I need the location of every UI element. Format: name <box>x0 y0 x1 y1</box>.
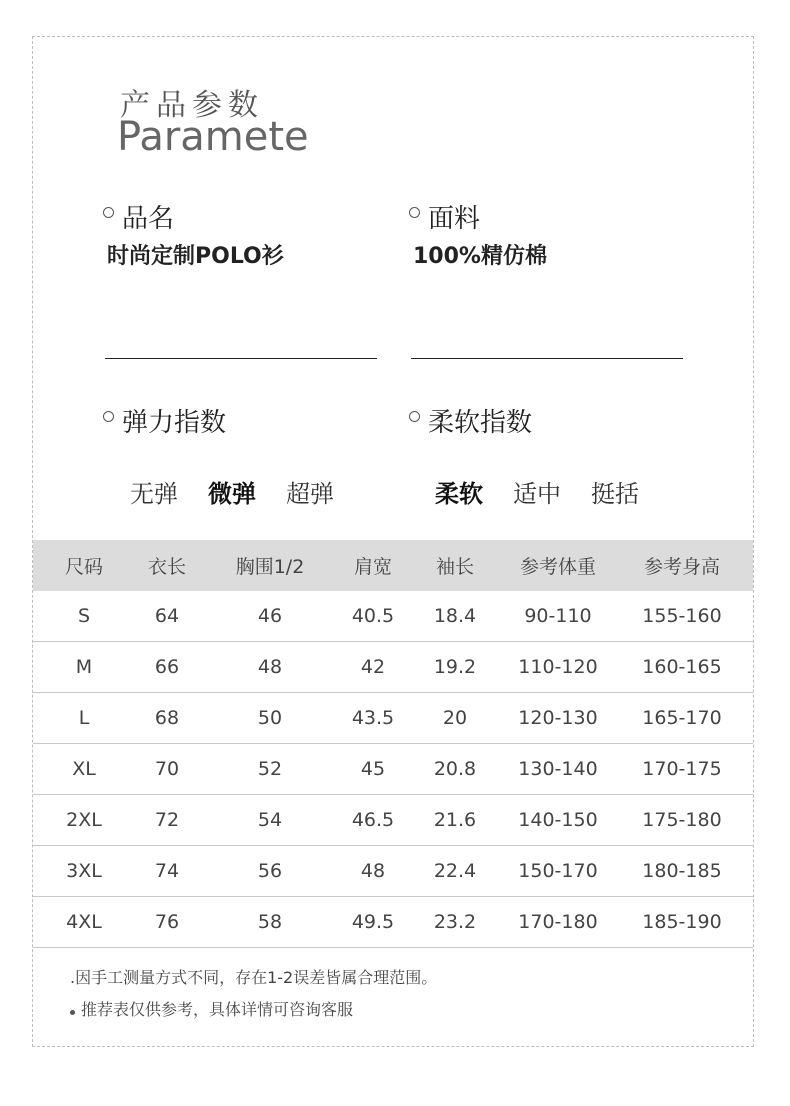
table-row <box>33 693 753 744</box>
table-row <box>33 897 753 948</box>
column-header: 参考身高 <box>611 540 753 591</box>
column-header: 衣长 <box>135 540 199 591</box>
table-cell: XL <box>33 744 135 795</box>
table-cell: 70 <box>135 744 199 795</box>
column-header: 尺码 <box>33 540 135 591</box>
bullet-dot-icon <box>70 1010 75 1015</box>
title-english: Paramete <box>117 114 309 160</box>
column-header: 袖长 <box>405 540 505 591</box>
size-table <box>33 540 753 948</box>
table-cell: L <box>33 693 135 744</box>
softness-option: 挺括 <box>591 480 639 508</box>
table-row <box>33 846 753 897</box>
circle-bullet-icon <box>409 207 420 218</box>
table-cell: 180-185 <box>611 846 753 897</box>
table-cell: 50 <box>199 693 341 744</box>
table-cell: S <box>33 591 135 642</box>
table-cell: 120-130 <box>505 693 611 744</box>
note-reference-text: 推荐表仅供参考，具体详情可咨询客服 <box>81 1000 354 1019</box>
table-row <box>33 744 753 795</box>
notes <box>70 962 437 1026</box>
column-header: 参考体重 <box>505 540 611 591</box>
table-cell: 155-160 <box>611 591 753 642</box>
param-label: 弹力指数 <box>122 408 227 438</box>
param-label: 柔软指数 <box>428 408 533 438</box>
table-cell: 2XL <box>33 795 135 846</box>
table-cell: 20.8 <box>405 744 505 795</box>
table-cell: 66 <box>135 642 199 693</box>
softness-option-selected: 柔软 <box>435 480 483 508</box>
table-cell: 74 <box>135 846 199 897</box>
param-value: 时尚定制POLO衫 <box>107 244 284 269</box>
table-cell: 68 <box>135 693 199 744</box>
table-cell: 72 <box>135 795 199 846</box>
divider-right <box>411 358 683 359</box>
table-cell: 56 <box>199 846 341 897</box>
elasticity-option-selected: 微弹 <box>208 480 256 508</box>
table-cell: 64 <box>135 591 199 642</box>
table-cell: 52 <box>199 744 341 795</box>
table-cell: 46 <box>199 591 341 642</box>
table-cell: 160-165 <box>611 642 753 693</box>
table-header-row <box>33 540 753 591</box>
table-cell: 48 <box>199 642 341 693</box>
circle-bullet-icon <box>103 207 114 218</box>
param-label: 品名 <box>122 204 175 234</box>
table-cell: 18.4 <box>405 591 505 642</box>
table-row <box>33 591 753 642</box>
table-row <box>33 795 753 846</box>
table-cell: 46.5 <box>341 795 405 846</box>
table-cell: 130-140 <box>505 744 611 795</box>
elasticity-scale <box>130 474 334 509</box>
table-cell: 54 <box>199 795 341 846</box>
elasticity-option: 无弹 <box>130 480 178 508</box>
table-cell: 49.5 <box>341 897 405 948</box>
param-elasticity <box>103 402 226 439</box>
table-cell: 43.5 <box>341 693 405 744</box>
table-cell: M <box>33 642 135 693</box>
circle-bullet-icon <box>409 411 420 422</box>
table-cell: 23.2 <box>405 897 505 948</box>
table-cell: 48 <box>341 846 405 897</box>
note-measurement: .因手工测量方式不同，存在1-2误差皆属合理范围。 <box>70 968 438 987</box>
elasticity-option: 超弹 <box>286 480 334 508</box>
table-cell: 4XL <box>33 897 135 948</box>
param-fabric <box>409 198 547 270</box>
table-cell: 90-110 <box>505 591 611 642</box>
table-cell: 76 <box>135 897 199 948</box>
table-cell: 58 <box>199 897 341 948</box>
table-cell: 21.6 <box>405 795 505 846</box>
softness-option: 适中 <box>513 480 561 508</box>
note-reference <box>70 994 437 1026</box>
table-row <box>33 642 753 693</box>
table-cell: 150-170 <box>505 846 611 897</box>
table-cell: 19.2 <box>405 642 505 693</box>
table-cell: 3XL <box>33 846 135 897</box>
table-cell: 170-175 <box>611 744 753 795</box>
param-value: 100%精仿棉 <box>413 244 547 269</box>
table-cell: 45 <box>341 744 405 795</box>
column-header: 胸围1/2 <box>199 540 341 591</box>
title-chinese: 产品参数 <box>120 88 264 123</box>
table-cell: 22.4 <box>405 846 505 897</box>
table-cell: 175-180 <box>611 795 753 846</box>
column-header: 肩宽 <box>341 540 405 591</box>
table-cell: 20 <box>405 693 505 744</box>
param-product-name <box>103 198 284 270</box>
param-label: 面料 <box>428 204 481 234</box>
table-cell: 42 <box>341 642 405 693</box>
table-cell: 165-170 <box>611 693 753 744</box>
table-cell: 110-120 <box>505 642 611 693</box>
table-cell: 185-190 <box>611 897 753 948</box>
param-softness <box>409 402 532 439</box>
table-cell: 40.5 <box>341 591 405 642</box>
circle-bullet-icon <box>103 411 114 422</box>
table-cell: 170-180 <box>505 897 611 948</box>
table-cell: 140-150 <box>505 795 611 846</box>
softness-scale <box>435 474 639 509</box>
divider-left <box>105 358 377 359</box>
